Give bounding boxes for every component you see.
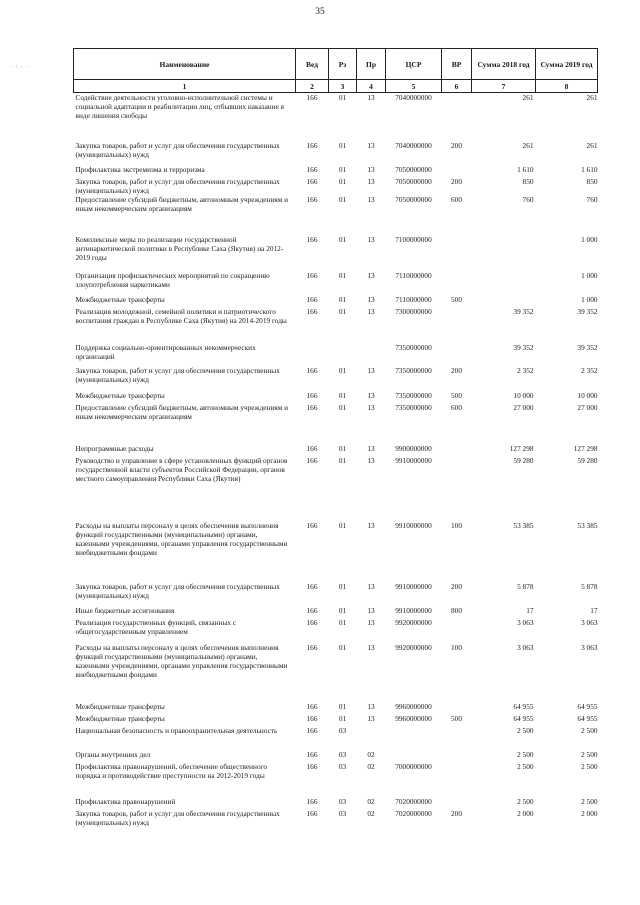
page-number: 35	[315, 7, 325, 17]
row-sum-2019: 27 000	[577, 402, 598, 412]
row-ved: 166	[306, 642, 318, 652]
row-pr	[357, 726, 386, 750]
row-csr: 7050000000	[395, 194, 432, 204]
row-name: Реализация молодежной, семейной политики и патриотического воспитания граждан в Республике Саха (Якутия) на 2014-2019 годы	[75, 306, 287, 325]
row-sum-2018: 10 000	[513, 390, 534, 400]
row-vr: 600	[451, 402, 462, 412]
row-sum-2019: 53 385	[577, 520, 598, 530]
column-number: 1	[74, 80, 296, 93]
column-number: 6	[442, 80, 472, 93]
row-csr: 7050000000	[395, 164, 432, 174]
column-number-row	[74, 80, 598, 93]
row-sum-2019: 1 000	[581, 270, 598, 280]
row-ved: 166	[306, 164, 318, 174]
row-sum-2019: 39 352	[577, 306, 598, 316]
row-vr	[442, 93, 472, 141]
row-csr: 7350000000	[395, 342, 432, 352]
row-pr: 13	[367, 93, 375, 102]
row-ved: 166	[306, 749, 318, 759]
row-sum-2018: 127 298	[509, 443, 534, 453]
row-name: Иные бюджетные ассигнования	[75, 605, 175, 615]
row-rz	[329, 343, 357, 366]
row-ved: 166	[306, 725, 318, 735]
row-vr: 600	[451, 194, 462, 204]
row-rz: 01	[338, 140, 347, 150]
row-pr: 13	[367, 617, 375, 627]
row-pr: 13	[367, 701, 375, 711]
row-rz: 01	[338, 455, 347, 465]
row-sum-2019: 5 878	[581, 581, 598, 591]
row-name: Содействие деятельности уголовно-исполнительной системы и социальной адаптации и реабилитации лиц, отбывших наказание в виде лишения свободы	[75, 93, 285, 120]
row-pr: 13	[367, 365, 375, 375]
row-sum-2018: 2 500	[517, 749, 534, 759]
row-pr: 13	[367, 294, 375, 304]
row-vr	[442, 456, 472, 521]
column-number: 2	[296, 80, 329, 93]
row-pr: 13	[367, 140, 375, 150]
row-csr: 7020000000	[395, 796, 432, 806]
table-row	[74, 295, 598, 307]
row-name: Закупка товаров, работ и услуг для обеспечения государственных (муниципальных) нужд	[75, 176, 280, 195]
row-rz: 01	[338, 365, 347, 375]
row-rz: 01	[338, 520, 347, 530]
row-ved: 166	[306, 234, 318, 244]
row-rz: 01	[338, 581, 347, 591]
header-name: Наименование	[74, 49, 296, 80]
row-vr	[442, 444, 472, 456]
row-name: Межбюджетные трансферты	[75, 390, 165, 400]
row-csr: 9920000000	[395, 642, 432, 652]
row-name: Закупка товаров, работ и услуг для обеспечения государственных (муниципальных) нужд	[75, 365, 280, 384]
row-name: Организация профилактических мероприятий по сокращению злоупотребления наркотиками	[75, 270, 270, 289]
row-pr: 13	[367, 713, 375, 723]
row-sum-2019: 17	[590, 605, 598, 615]
row-csr: 7100000000	[395, 234, 432, 244]
row-name: Предоставление субсидий бюджетным, автономным учреждениям и иным некоммерческим организациям	[75, 402, 289, 421]
row-csr: 7110000000	[395, 270, 432, 280]
row-csr: 7350000000	[395, 402, 432, 412]
row-sum-2019: 2 500	[581, 725, 598, 735]
row-name: Профилактика экстремизма и терроризма	[75, 164, 205, 174]
row-ved: 166	[306, 455, 318, 465]
row-ved: 166	[306, 713, 318, 723]
row-ved: 166	[306, 365, 318, 375]
margin-scan-marks: · : · ·	[10, 64, 30, 70]
row-ved: 166	[306, 176, 318, 186]
table-row	[74, 582, 598, 606]
table-row	[74, 271, 598, 295]
row-rz: 01	[338, 642, 347, 652]
row-name: Национальная безопасность и правоохранительная деятельность	[75, 725, 278, 735]
row-csr: 9910000000	[395, 520, 432, 530]
row-pr: 13	[367, 605, 375, 615]
header-ved: Вед	[296, 49, 329, 80]
row-sum-2019: 3 063	[581, 617, 598, 627]
row-sum-2019: 2 352	[581, 365, 598, 375]
row-ved: 166	[306, 306, 318, 316]
table-row	[74, 93, 598, 141]
row-pr: 13	[367, 390, 375, 400]
table-row	[74, 177, 598, 195]
row-csr: 7050000000	[395, 176, 432, 186]
table-row	[74, 235, 598, 271]
row-rz: 01	[338, 390, 347, 400]
row-sum-2019: 10 000	[577, 390, 598, 400]
row-rz: 01	[338, 443, 347, 453]
row-ved: 166	[306, 761, 318, 771]
row-pr: 13	[367, 194, 375, 204]
row-name: Органы внутренних дел	[75, 749, 151, 759]
row-vr: 100	[451, 520, 462, 530]
row-sum-2018: 261	[522, 140, 534, 150]
row-csr: 7000000000	[395, 761, 432, 771]
row-pr: 13	[367, 520, 375, 530]
row-pr: 13	[367, 455, 375, 465]
table-row	[74, 750, 598, 762]
row-pr: 13	[367, 164, 375, 174]
row-rz: 03	[338, 761, 347, 771]
table-row	[74, 606, 598, 618]
table-row	[74, 456, 598, 521]
row-ved: 166	[306, 270, 318, 280]
row-sum-2019: 261	[586, 140, 598, 150]
row-pr: 02	[367, 796, 375, 806]
row-csr: 7350000000	[395, 365, 432, 375]
row-sum-2018: 5 878	[517, 581, 534, 591]
row-vr: 200	[451, 365, 462, 375]
row-vr	[442, 750, 472, 762]
row-sum-2018: 64 955	[513, 701, 534, 711]
table-row	[74, 809, 598, 833]
table-row	[74, 307, 598, 343]
row-ved: 166	[306, 402, 318, 412]
row-ved: 166	[306, 605, 318, 615]
column-number: 5	[386, 80, 442, 93]
row-vr	[442, 235, 472, 271]
row-name: Предоставление субсидий бюджетным, автономным учреждениям и иным некоммерческим организациям	[75, 194, 289, 213]
row-vr: 200	[451, 808, 462, 818]
row-pr: 02	[367, 749, 375, 759]
row-sum-2019: 261	[586, 93, 598, 102]
row-vr: 200	[451, 581, 462, 591]
row-vr	[442, 702, 472, 714]
row-vr: 500	[451, 390, 462, 400]
row-pr: 13	[367, 176, 375, 186]
table-row	[74, 726, 598, 750]
row-sum-2018: 3 063	[517, 642, 534, 652]
row-name: Закупка товаров, работ и услуг для обеспечения государственных (муниципальных) нужд	[75, 581, 280, 600]
row-sum-2018: 59 280	[513, 455, 534, 465]
row-csr	[386, 750, 442, 762]
row-pr: 13	[367, 402, 375, 412]
row-name: Расходы на выплаты персоналу в целях обеспечения выполнения функций государственными (муниципальными) органами, казенными учреждениями, органами управления государственными внебюджетными фондами	[75, 520, 288, 557]
table-row	[74, 643, 598, 702]
row-vr: 100	[451, 642, 462, 652]
row-rz: 01	[338, 176, 347, 186]
table-header	[74, 49, 598, 93]
row-name: Закупка товаров, работ и услуг для обеспечения государственных (муниципальных) нужд	[75, 140, 280, 159]
table-row	[74, 444, 598, 456]
row-pr: 02	[367, 761, 375, 771]
budget-table	[73, 48, 598, 833]
row-rz: 01	[338, 234, 347, 244]
row-rz: 01	[338, 701, 347, 711]
row-ved: 166	[306, 194, 318, 204]
row-sum-2018: 17	[526, 605, 534, 615]
row-rz: 01	[338, 294, 347, 304]
table-row	[74, 141, 598, 165]
table-row	[74, 714, 598, 726]
row-sum-2018: 2 000	[517, 808, 534, 818]
row-pr: 13	[367, 306, 375, 316]
row-csr: 9910000000	[395, 455, 432, 465]
row-sum-2018	[472, 235, 536, 271]
row-csr: 7110000000	[395, 294, 432, 304]
row-sum-2019: 2 000	[581, 808, 598, 818]
row-sum-2019: 850	[586, 176, 598, 186]
row-sum-2018: 2 500	[517, 725, 534, 735]
row-name: Непрограммные расходы	[75, 443, 154, 453]
row-vr: 800	[451, 605, 462, 615]
row-pr: 02	[367, 808, 375, 818]
row-vr	[442, 271, 472, 295]
row-rz: 01	[338, 164, 347, 174]
row-rz: 01	[338, 617, 347, 627]
row-pr: 13	[367, 581, 375, 591]
row-sum-2018: 2 500	[517, 761, 534, 771]
row-csr: 9900000000	[395, 443, 432, 453]
row-sum-2018: 760	[522, 194, 534, 204]
table-row	[74, 762, 598, 797]
row-sum-2019: 1 000	[581, 294, 598, 304]
row-vr	[442, 165, 472, 177]
row-ved: 166	[306, 808, 318, 818]
row-csr: 7040000000	[395, 93, 432, 102]
row-vr	[442, 797, 472, 809]
row-vr	[442, 618, 472, 643]
table-row	[74, 521, 598, 582]
row-pr	[357, 343, 386, 366]
row-name: Закупка товаров, работ и услуг для обеспечения государственных (муниципальных) нужд	[75, 808, 280, 827]
table-row	[74, 403, 598, 444]
row-pr: 13	[367, 642, 375, 652]
row-sum-2019: 127 298	[573, 443, 598, 453]
header-csr: ЦСР	[386, 49, 442, 80]
row-ved: 166	[306, 294, 318, 304]
row-name: Поддержка социально-ориентированных некоммерческих организаций	[75, 342, 256, 361]
row-ved: 166	[306, 796, 318, 806]
row-sum-2019: 2 500	[581, 749, 598, 759]
header-pr: Пр	[357, 49, 386, 80]
row-rz: 03	[338, 808, 347, 818]
row-vr	[442, 307, 472, 343]
row-ved: 166	[306, 617, 318, 627]
row-rz: 01	[338, 402, 347, 412]
row-sum-2018: 261	[522, 93, 534, 102]
row-sum-2018: 27 000	[513, 402, 534, 412]
row-name: Межбюджетные трансферты	[75, 713, 165, 723]
row-rz: 01	[338, 93, 347, 102]
row-sum-2018: 2 500	[517, 796, 534, 806]
table-row	[74, 165, 598, 177]
row-pr: 13	[367, 443, 375, 453]
column-number: 3	[329, 80, 357, 93]
row-rz: 03	[338, 796, 347, 806]
table-row	[74, 366, 598, 391]
row-sum-2018: 39 352	[513, 306, 534, 316]
column-number: 7	[472, 80, 536, 93]
row-csr: 9910000000	[395, 581, 432, 591]
row-rz: 03	[338, 725, 347, 735]
row-csr: 7300000000	[395, 306, 432, 316]
row-ved: 166	[306, 140, 318, 150]
row-sum-2018: 53 385	[513, 520, 534, 530]
row-sum-2019: 2 500	[581, 761, 598, 771]
row-sum-2019: 1 610	[581, 164, 598, 174]
table-row	[74, 797, 598, 809]
row-name: Межбюджетные трансферты	[75, 294, 165, 304]
row-sum-2019: 3 063	[581, 642, 598, 652]
row-vr: 200	[451, 176, 462, 186]
row-sum-2019: 39 352	[577, 342, 598, 352]
row-csr: 7020000000	[395, 808, 432, 818]
row-vr	[442, 726, 472, 750]
table-body	[74, 93, 598, 833]
row-csr: 9920000000	[395, 617, 432, 627]
row-csr: 7350000000	[395, 390, 432, 400]
row-csr: 9960000000	[395, 713, 432, 723]
row-sum-2019: 2 500	[581, 796, 598, 806]
row-rz: 01	[338, 270, 347, 280]
row-ved: 166	[306, 390, 318, 400]
row-sum-2018: 1 610	[517, 164, 534, 174]
row-csr: 7040000000	[395, 140, 432, 150]
header-sum-2019: Сумма 2019 год	[536, 49, 598, 80]
row-sum-2018	[472, 295, 536, 307]
table-row	[74, 343, 598, 366]
row-name: Профилактика правонарушений, обеспечение общественного порядка и противодействие преступности на 2012-2019 годы	[75, 761, 268, 780]
row-vr: 200	[451, 140, 462, 150]
header-rz: Рз	[329, 49, 357, 80]
row-name: Комплексные меры по реализации государственной антинаркотической политики в Республике Саха (Якутия) на 2012-2019 годы	[75, 234, 284, 262]
row-ved: 166	[306, 701, 318, 711]
table-row	[74, 391, 598, 403]
table-row	[74, 618, 598, 643]
row-name: Руководство и управление в сфере установленных функций органов государственной власти субъектов Российской Федерации, органов местного самоуправления Республики Саха (Якутия)	[75, 455, 288, 483]
row-ved	[296, 343, 329, 366]
row-sum-2019: 64 955	[577, 701, 598, 711]
row-ved: 166	[306, 443, 318, 453]
row-vr: 500	[451, 713, 462, 723]
column-number: 4	[357, 80, 386, 93]
row-pr: 13	[367, 270, 375, 280]
row-ved: 166	[306, 520, 318, 530]
row-vr	[442, 762, 472, 797]
row-csr	[386, 726, 442, 750]
row-sum-2018: 3 063	[517, 617, 534, 627]
table-row	[74, 702, 598, 714]
row-sum-2018: 39 352	[513, 342, 534, 352]
row-rz: 03	[338, 749, 347, 759]
row-ved: 166	[306, 581, 318, 591]
row-csr: 9960000000	[395, 701, 432, 711]
row-rz: 01	[338, 306, 347, 316]
row-rz: 01	[338, 194, 347, 204]
row-sum-2018: 2 352	[517, 365, 534, 375]
table-row	[74, 195, 598, 235]
row-ved: 166	[306, 93, 318, 102]
row-rz: 01	[338, 713, 347, 723]
row-sum-2019: 64 955	[577, 713, 598, 723]
row-vr: 500	[451, 294, 462, 304]
row-sum-2019: 760	[586, 194, 598, 204]
column-number: 8	[536, 80, 598, 93]
row-name: Профилактика правонарушений	[75, 796, 176, 806]
row-name: Реализация государственных функций, связанных с общегосударственным управлением	[75, 617, 237, 636]
row-sum-2018: 850	[522, 176, 534, 186]
row-rz: 01	[338, 605, 347, 615]
row-vr	[442, 343, 472, 366]
row-sum-2019: 1 000	[581, 234, 598, 244]
row-sum-2019: 59 280	[577, 455, 598, 465]
row-sum-2018	[472, 271, 536, 295]
header-sum-2018: Сумма 2018 год	[472, 49, 536, 80]
header-vr: ВР	[442, 49, 472, 80]
row-csr: 9910000000	[395, 605, 432, 615]
row-sum-2018: 64 955	[513, 713, 534, 723]
row-name: Расходы на выплаты персоналу в целях обеспечения выполнения функций государственными (муниципальными) органами, казенными учреждениями, органами управления государственными внебюджетными фондами	[75, 642, 288, 679]
row-pr: 13	[367, 234, 375, 244]
row-name: Межбюджетные трансферты	[75, 701, 165, 711]
